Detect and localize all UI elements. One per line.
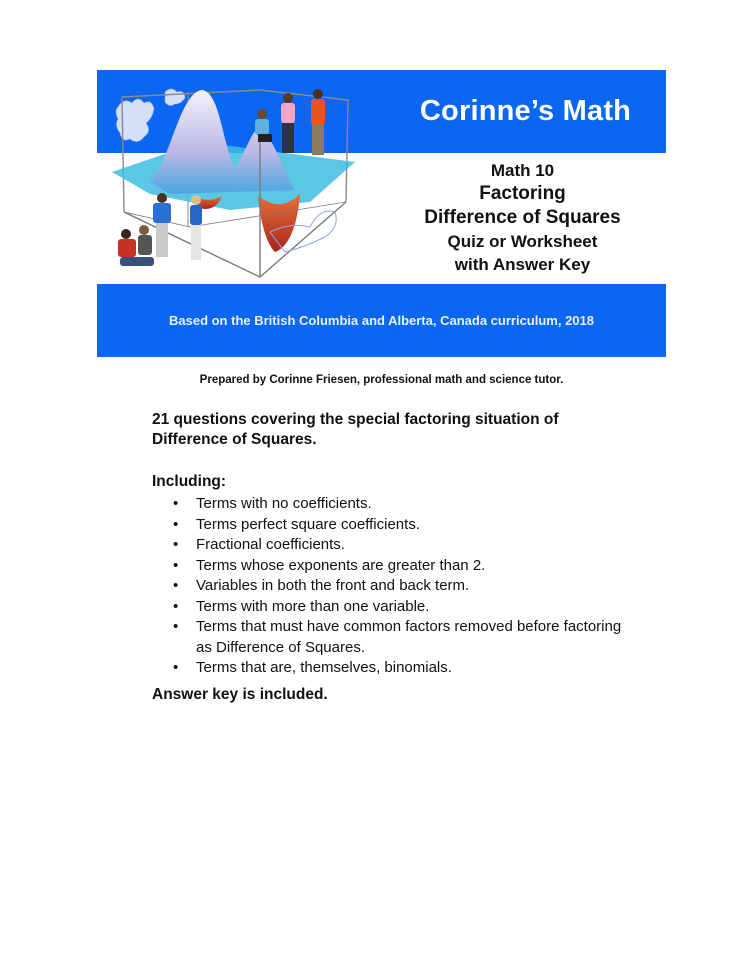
including-heading: Including: <box>152 473 227 490</box>
answer-key-note: Answer key is included. <box>152 685 328 703</box>
list-item: • Terms with no coefficients. <box>152 494 622 515</box>
cube-surface-plot-illustration <box>110 82 365 282</box>
list-item: • Fractional coefficients. <box>152 535 622 556</box>
bullet-icon: • <box>173 659 179 676</box>
bullet-icon: • <box>173 515 179 533</box>
list-item: • Terms that must have common factors removed before factoring as Difference of Squares. <box>173 618 622 656</box>
course-label: Math 10 <box>490 161 555 180</box>
list-item: • Variables in both the front and back term. <box>152 576 622 597</box>
bullet-icon: • <box>173 618 179 635</box>
brand-title: Corinne’s Math <box>419 95 632 127</box>
curriculum-banner <box>97 284 666 357</box>
subtopic-label: Difference of Squares <box>424 207 621 228</box>
bullet-icon: • <box>173 597 179 615</box>
curriculum-text: Based on the British Columbia and Alberta, Canada curriculum, 2018 <box>168 313 594 328</box>
bullet-icon: • <box>173 495 179 512</box>
prepared-by-line: Prepared by Corinne Friesen, professional math and science tutor. <box>199 374 564 386</box>
description-section <box>152 410 622 705</box>
intro-paragraph: 21 questions covering the special factoring situation of Difference of Squares. <box>152 411 559 448</box>
feature-list <box>152 494 622 679</box>
format-label: Quiz or Worksheet <box>447 232 598 251</box>
bullet-icon: • <box>173 577 179 594</box>
list-item: • Terms that are, themselves, binomials. <box>152 658 622 679</box>
answer-key-label: with Answer Key <box>454 255 591 274</box>
bullet-icon: • <box>173 556 179 574</box>
list-item: • Terms whose exponents are greater than 2. <box>152 556 622 577</box>
list-item: • Terms perfect square coefficients. <box>152 515 622 536</box>
list-item: • Terms with more than one variable. <box>152 597 622 618</box>
topic-label: Factoring <box>479 183 566 204</box>
cover-subtitle <box>380 160 665 276</box>
bullet-icon: • <box>173 536 179 553</box>
